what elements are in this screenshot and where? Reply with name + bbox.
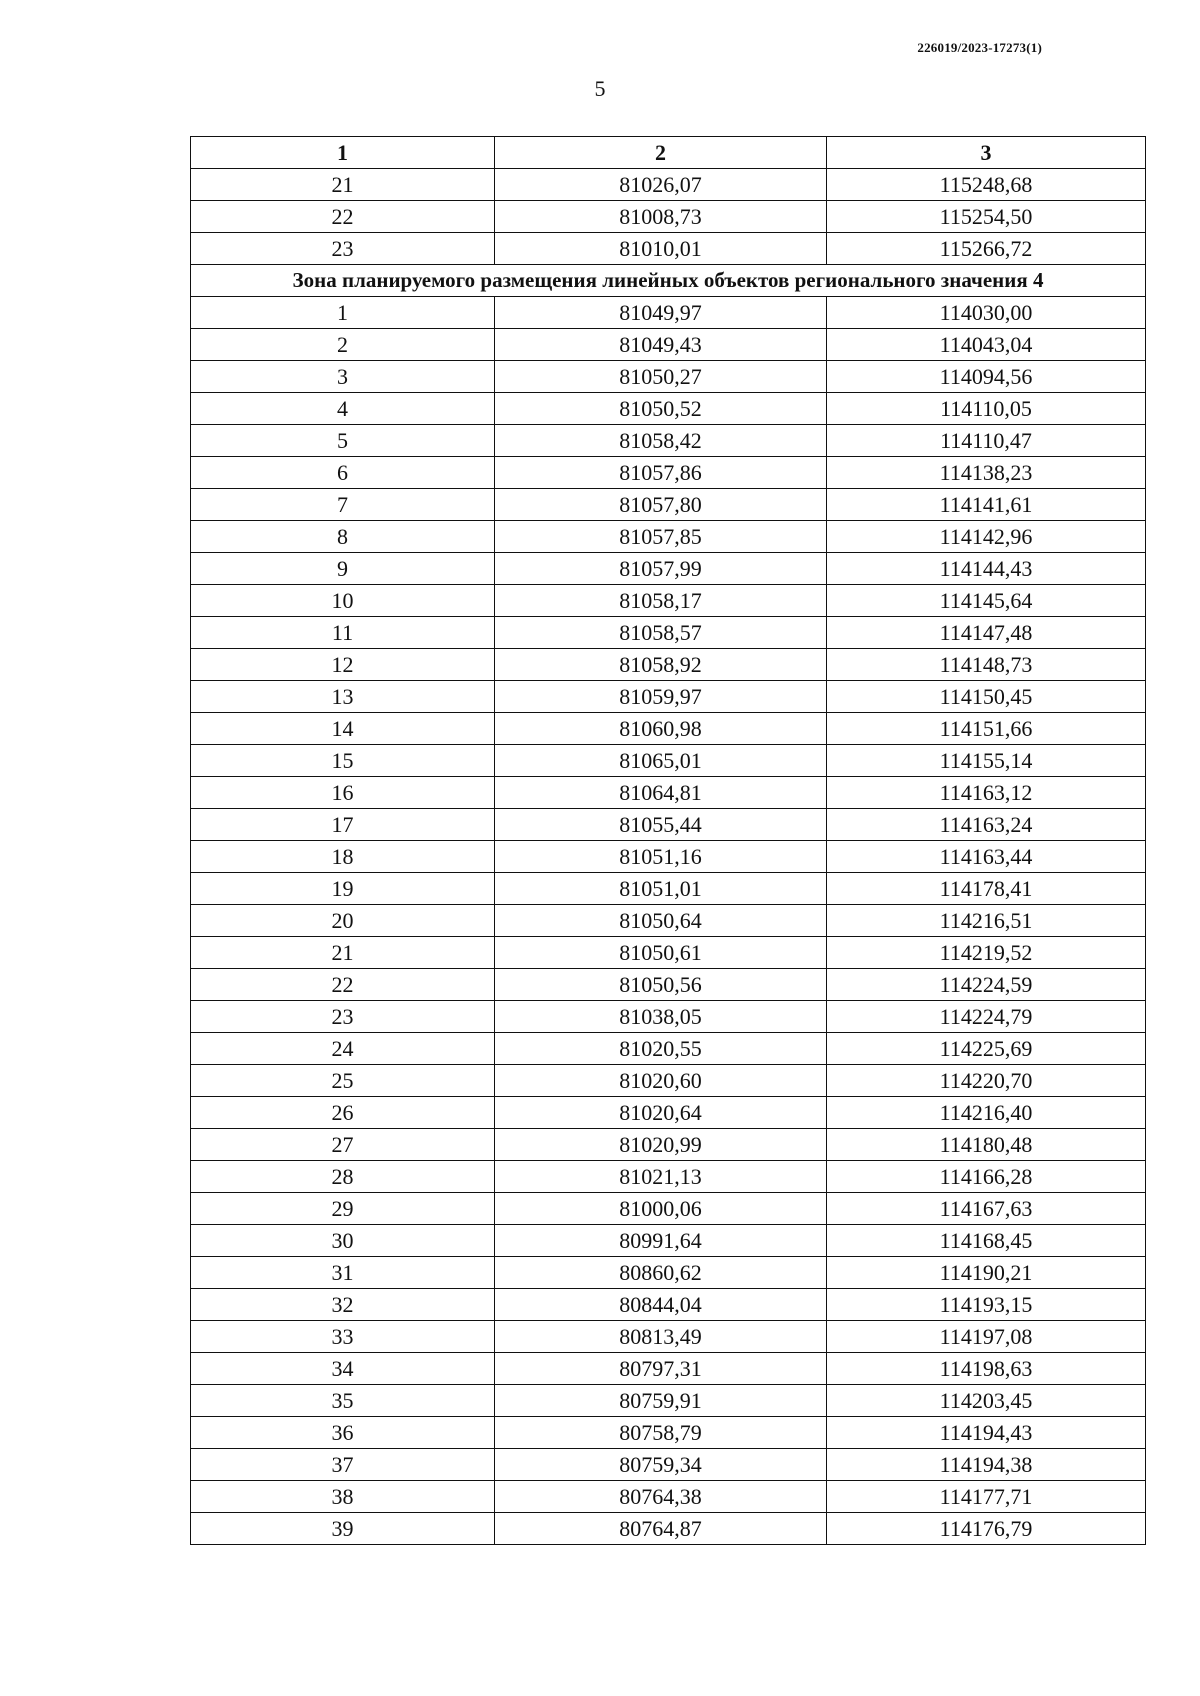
x-coordinate-cell: 81050,61 <box>495 937 827 969</box>
x-coordinate-cell: 81050,56 <box>495 969 827 1001</box>
table-row <box>191 937 1146 969</box>
point-number-cell: 24 <box>191 1033 495 1065</box>
table-section <box>191 265 1146 297</box>
column-header-1: 1 <box>191 137 495 169</box>
document-number: 226019/2023-17273(1) <box>917 40 1042 55</box>
y-coordinate-cell: 114110,05 <box>827 393 1146 425</box>
point-number-cell: 20 <box>191 905 495 937</box>
table-row <box>191 521 1146 553</box>
x-coordinate-cell: 80844,04 <box>495 1289 827 1321</box>
point-number-cell: 22 <box>191 201 495 233</box>
table-row <box>191 1161 1146 1193</box>
y-coordinate-cell: 114151,66 <box>827 713 1146 745</box>
point-number-cell: 10 <box>191 585 495 617</box>
point-number-cell: 19 <box>191 873 495 905</box>
x-coordinate-cell: 81038,05 <box>495 1001 827 1033</box>
y-coordinate-cell: 114220,70 <box>827 1065 1146 1097</box>
y-coordinate-cell: 114168,45 <box>827 1225 1146 1257</box>
y-coordinate-cell: 114176,79 <box>827 1513 1146 1545</box>
y-coordinate-cell: 114110,47 <box>827 425 1146 457</box>
x-coordinate-cell: 81049,43 <box>495 329 827 361</box>
table-row <box>191 489 1146 521</box>
point-number-cell: 32 <box>191 1289 495 1321</box>
x-coordinate-cell: 81058,17 <box>495 585 827 617</box>
table-row <box>191 1065 1146 1097</box>
y-coordinate-cell: 114194,38 <box>827 1449 1146 1481</box>
point-number-cell: 14 <box>191 713 495 745</box>
point-number-cell: 3 <box>191 361 495 393</box>
point-number-cell: 1 <box>191 297 495 329</box>
y-coordinate-cell: 114177,71 <box>827 1481 1146 1513</box>
point-number-cell: 11 <box>191 617 495 649</box>
x-coordinate-cell: 81057,80 <box>495 489 827 521</box>
point-number-cell: 2 <box>191 329 495 361</box>
point-number-cell: 30 <box>191 1225 495 1257</box>
x-coordinate-cell: 80758,79 <box>495 1417 827 1449</box>
x-coordinate-cell: 81051,01 <box>495 873 827 905</box>
x-coordinate-cell: 81050,64 <box>495 905 827 937</box>
table-row <box>191 201 1146 233</box>
x-coordinate-cell: 81008,73 <box>495 201 827 233</box>
y-coordinate-cell: 114147,48 <box>827 617 1146 649</box>
table-row <box>191 1513 1146 1545</box>
x-coordinate-cell: 80813,49 <box>495 1321 827 1353</box>
x-coordinate-cell: 81057,86 <box>495 457 827 489</box>
y-coordinate-cell: 114163,12 <box>827 777 1146 809</box>
x-coordinate-cell: 81058,42 <box>495 425 827 457</box>
table-row <box>191 969 1146 1001</box>
point-number-cell: 22 <box>191 969 495 1001</box>
x-coordinate-cell: 81064,81 <box>495 777 827 809</box>
table-row <box>191 1449 1146 1481</box>
point-number-cell: 29 <box>191 1193 495 1225</box>
table-body-before <box>191 169 1146 265</box>
x-coordinate-cell: 80764,38 <box>495 1481 827 1513</box>
column-header-2: 2 <box>495 137 827 169</box>
x-coordinate-cell: 81020,99 <box>495 1129 827 1161</box>
column-header-3: 3 <box>827 137 1146 169</box>
y-coordinate-cell: 114145,64 <box>827 585 1146 617</box>
point-number-cell: 8 <box>191 521 495 553</box>
y-coordinate-cell: 114150,45 <box>827 681 1146 713</box>
table-row <box>191 361 1146 393</box>
point-number-cell: 15 <box>191 745 495 777</box>
x-coordinate-cell: 81050,27 <box>495 361 827 393</box>
x-coordinate-cell: 81060,98 <box>495 713 827 745</box>
table-row <box>191 393 1146 425</box>
table-row <box>191 617 1146 649</box>
point-number-cell: 31 <box>191 1257 495 1289</box>
x-coordinate-cell: 80759,91 <box>495 1385 827 1417</box>
y-coordinate-cell: 114198,63 <box>827 1353 1146 1385</box>
x-coordinate-cell: 81057,99 <box>495 553 827 585</box>
x-coordinate-cell: 81059,97 <box>495 681 827 713</box>
point-number-cell: 25 <box>191 1065 495 1097</box>
y-coordinate-cell: 114094,56 <box>827 361 1146 393</box>
table-row <box>191 1289 1146 1321</box>
y-coordinate-cell: 114194,43 <box>827 1417 1146 1449</box>
y-coordinate-cell: 115266,72 <box>827 233 1146 265</box>
point-number-cell: 34 <box>191 1353 495 1385</box>
table-row <box>191 169 1146 201</box>
y-coordinate-cell: 114166,28 <box>827 1161 1146 1193</box>
y-coordinate-cell: 114190,21 <box>827 1257 1146 1289</box>
y-coordinate-cell: 114144,43 <box>827 553 1146 585</box>
coordinates-table <box>190 136 1146 1545</box>
table-row <box>191 297 1146 329</box>
point-number-cell: 28 <box>191 1161 495 1193</box>
table-row <box>191 553 1146 585</box>
table-row <box>191 1033 1146 1065</box>
y-coordinate-cell: 114203,45 <box>827 1385 1146 1417</box>
y-coordinate-cell: 114180,48 <box>827 1129 1146 1161</box>
table-row <box>191 585 1146 617</box>
table-row <box>191 745 1146 777</box>
table-row <box>191 777 1146 809</box>
table-row <box>191 425 1146 457</box>
y-coordinate-cell: 114225,69 <box>827 1033 1146 1065</box>
x-coordinate-cell: 81055,44 <box>495 809 827 841</box>
x-coordinate-cell: 81051,16 <box>495 841 827 873</box>
x-coordinate-cell: 80759,34 <box>495 1449 827 1481</box>
table-row <box>191 1385 1146 1417</box>
x-coordinate-cell: 81049,97 <box>495 297 827 329</box>
y-coordinate-cell: 114141,61 <box>827 489 1146 521</box>
y-coordinate-cell: 114224,59 <box>827 969 1146 1001</box>
table-row <box>191 233 1146 265</box>
table-row <box>191 1481 1146 1513</box>
table-row <box>191 1097 1146 1129</box>
point-number-cell: 36 <box>191 1417 495 1449</box>
x-coordinate-cell: 81021,13 <box>495 1161 827 1193</box>
table-row <box>191 1001 1146 1033</box>
x-coordinate-cell: 80797,31 <box>495 1353 827 1385</box>
point-number-cell: 5 <box>191 425 495 457</box>
point-number-cell: 4 <box>191 393 495 425</box>
point-number-cell: 39 <box>191 1513 495 1545</box>
table-row <box>191 681 1146 713</box>
table-row <box>191 1353 1146 1385</box>
y-coordinate-cell: 114193,15 <box>827 1289 1146 1321</box>
point-number-cell: 23 <box>191 233 495 265</box>
y-coordinate-cell: 114197,08 <box>827 1321 1146 1353</box>
y-coordinate-cell: 114030,00 <box>827 297 1146 329</box>
table-row <box>191 329 1146 361</box>
x-coordinate-cell: 81020,60 <box>495 1065 827 1097</box>
y-coordinate-cell: 114043,04 <box>827 329 1146 361</box>
table-body-after <box>191 297 1146 1545</box>
point-number-cell: 37 <box>191 1449 495 1481</box>
table-row <box>191 649 1146 681</box>
y-coordinate-cell: 114219,52 <box>827 937 1146 969</box>
table-row <box>191 1321 1146 1353</box>
y-coordinate-cell: 114224,79 <box>827 1001 1146 1033</box>
point-number-cell: 18 <box>191 841 495 873</box>
table-row <box>191 809 1146 841</box>
table-row <box>191 457 1146 489</box>
point-number-cell: 23 <box>191 1001 495 1033</box>
table-row <box>191 905 1146 937</box>
y-coordinate-cell: 114167,63 <box>827 1193 1146 1225</box>
section-row <box>191 265 1146 297</box>
table-row <box>191 1417 1146 1449</box>
table-row <box>191 713 1146 745</box>
x-coordinate-cell: 80764,87 <box>495 1513 827 1545</box>
point-number-cell: 13 <box>191 681 495 713</box>
point-number-cell: 7 <box>191 489 495 521</box>
point-number-cell: 27 <box>191 1129 495 1161</box>
section-title: Зона планируемого размещения линейных объектов регионального значения 4 <box>191 265 1146 297</box>
x-coordinate-cell: 81026,07 <box>495 169 827 201</box>
y-coordinate-cell: 114163,24 <box>827 809 1146 841</box>
x-coordinate-cell: 81050,52 <box>495 393 827 425</box>
point-number-cell: 38 <box>191 1481 495 1513</box>
table-row <box>191 841 1146 873</box>
table-row <box>191 1129 1146 1161</box>
table-row <box>191 1257 1146 1289</box>
x-coordinate-cell: 81058,57 <box>495 617 827 649</box>
point-number-cell: 35 <box>191 1385 495 1417</box>
point-number-cell: 6 <box>191 457 495 489</box>
table-row <box>191 1193 1146 1225</box>
point-number-cell: 9 <box>191 553 495 585</box>
table-header-row <box>191 137 1146 169</box>
y-coordinate-cell: 114216,51 <box>827 905 1146 937</box>
x-coordinate-cell: 80860,62 <box>495 1257 827 1289</box>
x-coordinate-cell: 81057,85 <box>495 521 827 553</box>
x-coordinate-cell: 81010,01 <box>495 233 827 265</box>
y-coordinate-cell: 114142,96 <box>827 521 1146 553</box>
y-coordinate-cell: 115254,50 <box>827 201 1146 233</box>
y-coordinate-cell: 114148,73 <box>827 649 1146 681</box>
point-number-cell: 26 <box>191 1097 495 1129</box>
x-coordinate-cell: 81000,06 <box>495 1193 827 1225</box>
y-coordinate-cell: 114163,44 <box>827 841 1146 873</box>
y-coordinate-cell: 114178,41 <box>827 873 1146 905</box>
page-number: 5 <box>594 76 606 101</box>
x-coordinate-cell: 81020,64 <box>495 1097 827 1129</box>
table-row <box>191 1225 1146 1257</box>
x-coordinate-cell: 80991,64 <box>495 1225 827 1257</box>
x-coordinate-cell: 81065,01 <box>495 745 827 777</box>
x-coordinate-cell: 81058,92 <box>495 649 827 681</box>
point-number-cell: 21 <box>191 169 495 201</box>
point-number-cell: 21 <box>191 937 495 969</box>
point-number-cell: 12 <box>191 649 495 681</box>
table-header <box>191 137 1146 169</box>
y-coordinate-cell: 114155,14 <box>827 745 1146 777</box>
y-coordinate-cell: 114138,23 <box>827 457 1146 489</box>
y-coordinate-cell: 115248,68 <box>827 169 1146 201</box>
x-coordinate-cell: 81020,55 <box>495 1033 827 1065</box>
y-coordinate-cell: 114216,40 <box>827 1097 1146 1129</box>
point-number-cell: 17 <box>191 809 495 841</box>
table-row <box>191 873 1146 905</box>
point-number-cell: 16 <box>191 777 495 809</box>
point-number-cell: 33 <box>191 1321 495 1353</box>
